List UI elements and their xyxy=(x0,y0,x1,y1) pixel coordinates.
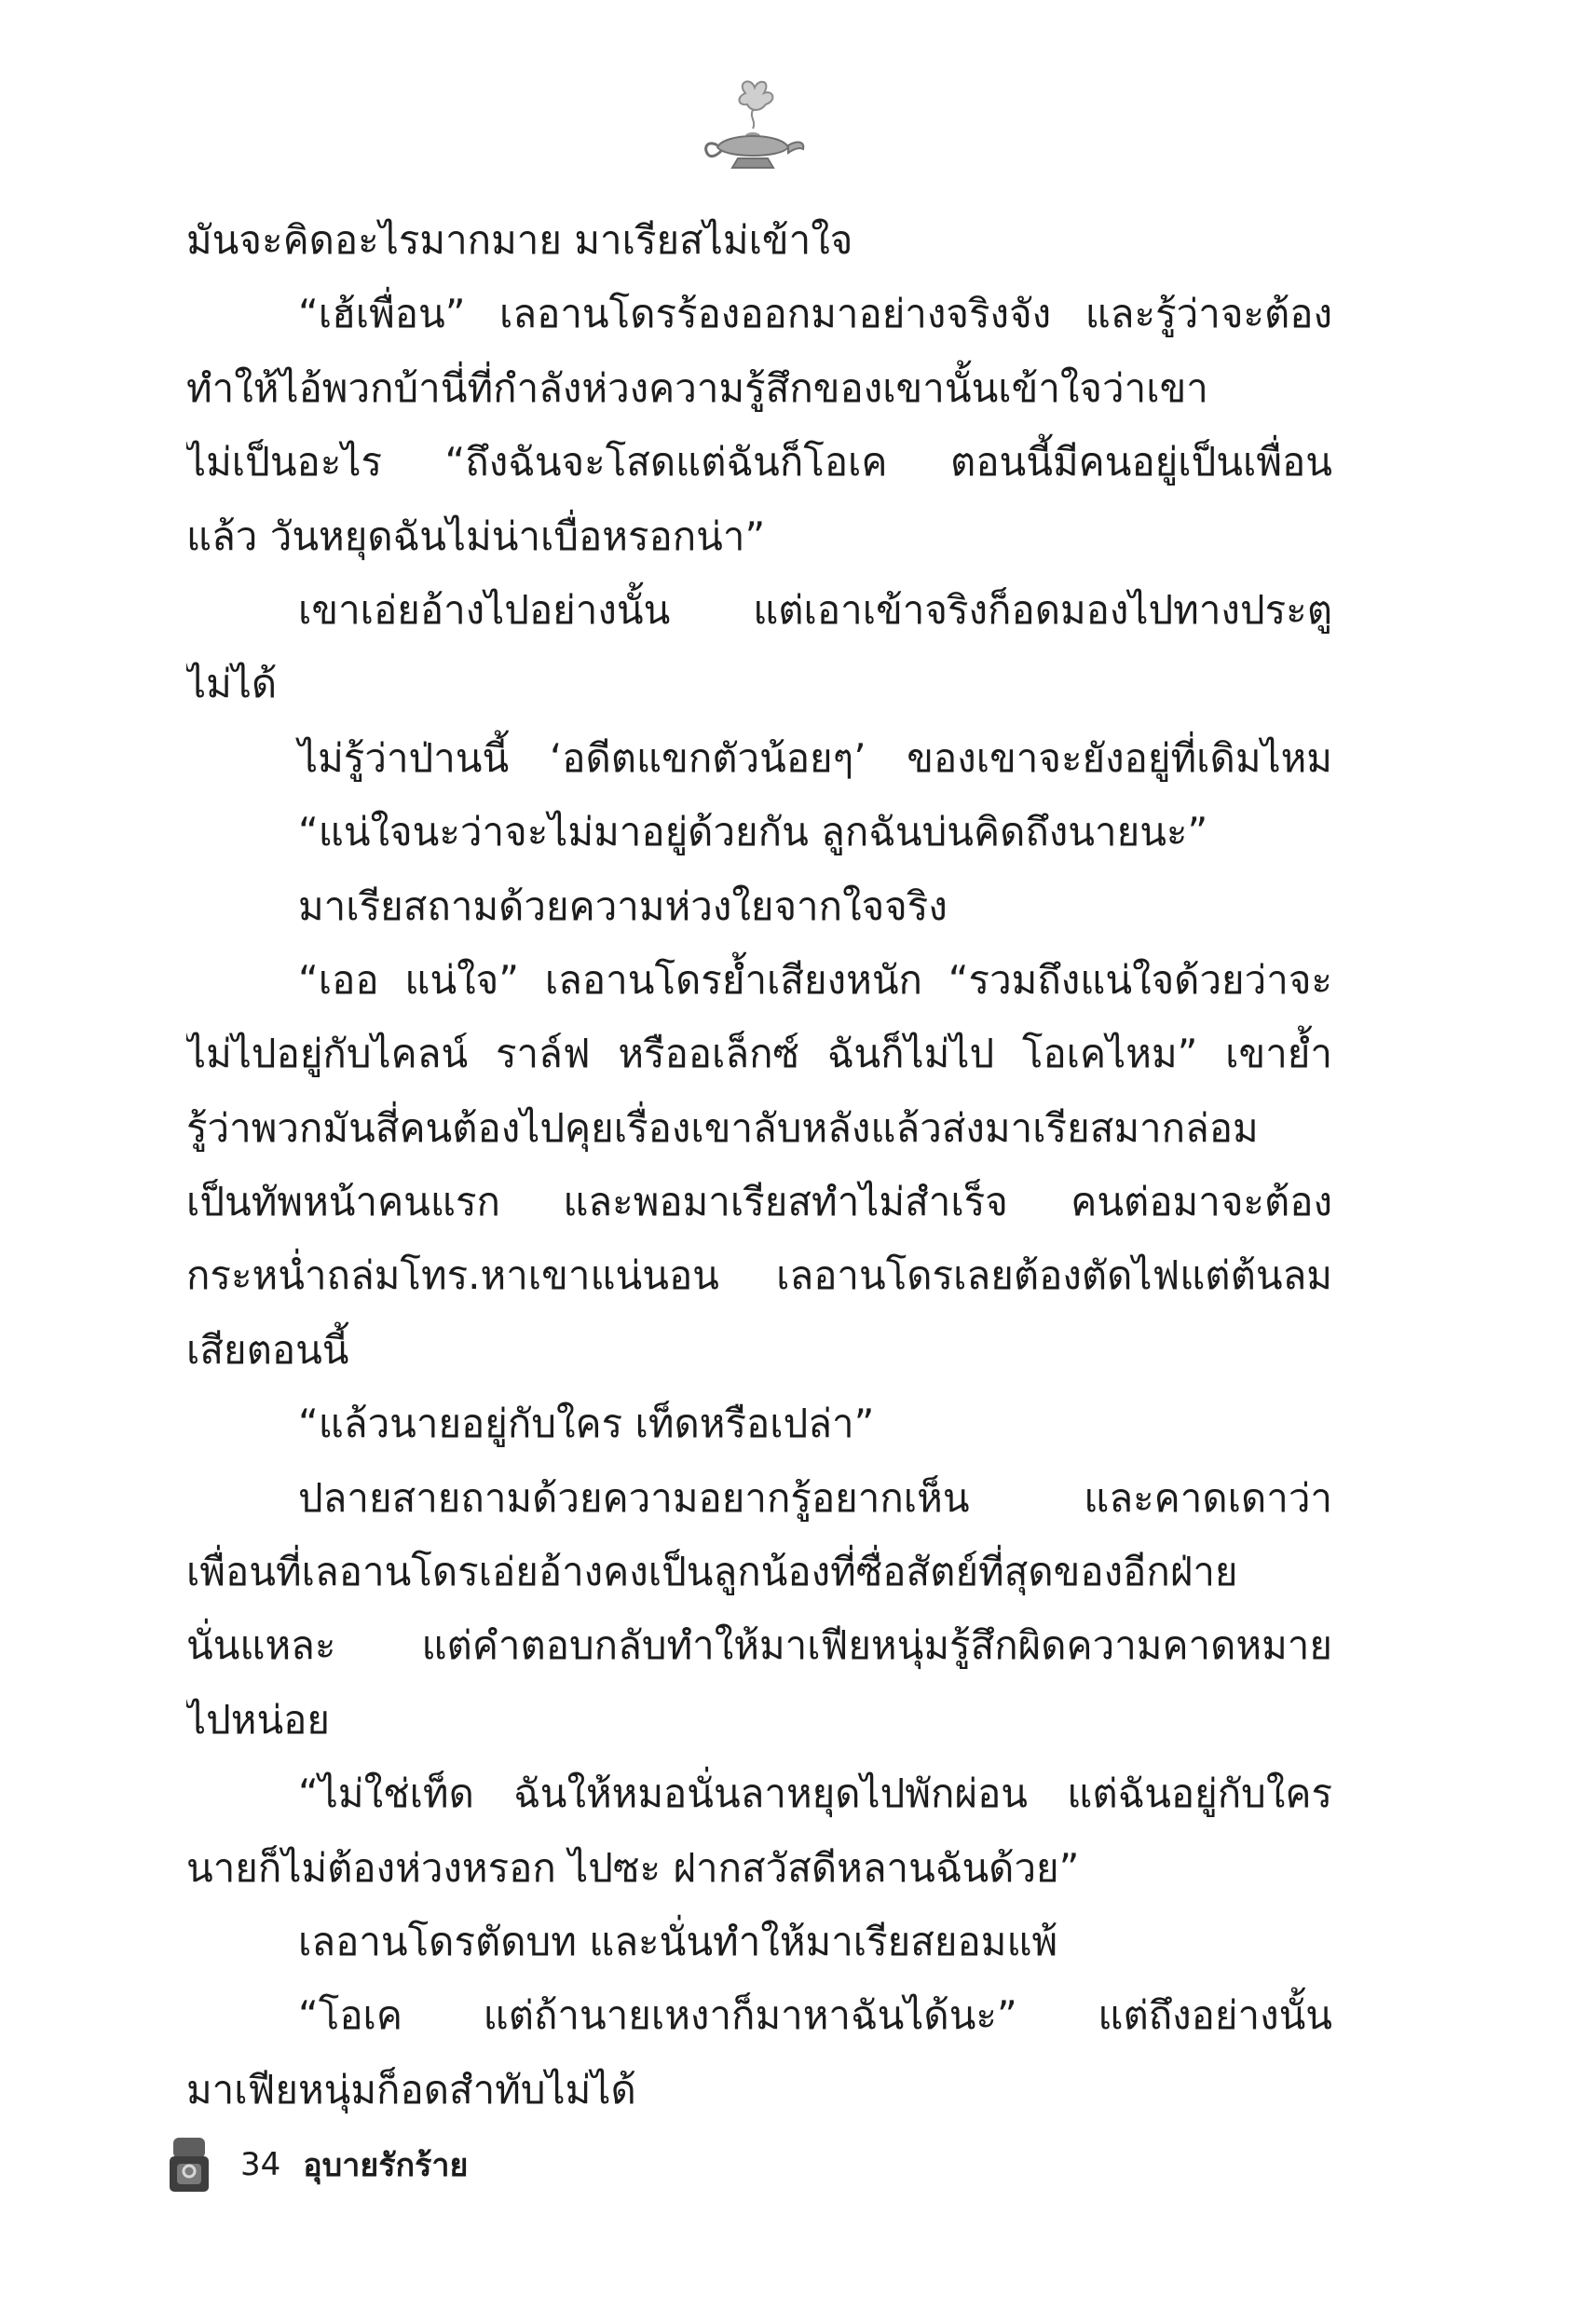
text-line: แล้ว วันหยุดฉันไม่น่าเบื่อหรอกน่า” xyxy=(186,513,766,559)
text-line: นั่นแหละ แต่คำตอบกลับทำให้มาเฟียหนุ่มรู้สึกผิดความคาดหมาย xyxy=(186,1622,1332,1669)
text-line: ไม่ไปอยู่กับไคลน์ ราล์ฟ หรืออเล็กซ์ ฉันก็ไม่ไป โอเคไหม” เขาย้ำ xyxy=(186,1031,1332,1077)
page-footer xyxy=(168,2132,468,2197)
text-line: มาเฟียหนุ่มก็อดสำทับไม่ได้ xyxy=(186,2066,636,2113)
ring-box-icon xyxy=(168,2136,211,2194)
text-line: รู้ว่าพวกมันสี่คนต้องไปคุยเรื่องเขาลับหลังแล้วส่งมาเรียสมากล่อม xyxy=(186,1104,1259,1151)
text-line: มาเรียสถามด้วยความห่วงใยจากใจจริง xyxy=(298,882,948,929)
text-line: เพื่อนที่เลอานโดรเอ่ยอ้างคงเป็นลูกน้องที่ซื่อสัตย์ที่สุดของอีกฝ่าย xyxy=(186,1549,1238,1595)
text-line: เป็นทัพหน้าคนแรก และพอมาเรียสทำไม่สำเร็จ คนต่อมาจะต้อง xyxy=(186,1179,1332,1225)
page-body-text xyxy=(186,203,1332,2126)
text-line: มันจะคิดอะไรมากมาย มาเรียสไม่เข้าใจ xyxy=(186,217,853,263)
text-line: ทำให้ไอ้พวกบ้านี่ที่กำลังห่วงความรู้สึกของเขานั้นเข้าใจว่าเขา xyxy=(186,364,1208,411)
text-line: เลอานโดรตัดบท และนั่นทำให้มาเรียสยอมแพ้ xyxy=(298,1918,1058,1964)
text-line: “โอเค แต่ถ้านายเหงาก็มาหาฉันได้นะ” แต่ถึงอย่างนั้น xyxy=(298,1992,1332,2039)
text-line: เสียตอนนี้ xyxy=(186,1326,349,1373)
text-line: กระหน่ำถล่มโทร.หาเขาแน่นอน เลอานโดรเลยต้องตัดไฟแต่ต้นลม xyxy=(186,1252,1332,1299)
page-number: 34 xyxy=(240,2146,281,2183)
text-line: เขาเอ่ยอ้างไปอย่างนั้น แต่เอาเข้าจริงก็อดมองไปทางประตู xyxy=(298,586,1332,633)
text-line: “แล้วนายอยู่กับใคร เท็ดหรือเปล่า” xyxy=(298,1401,875,1447)
text-line: นายก็ไม่ต้องห่วงหรอก ไปซะ ฝากสวัสดีหลานฉันด้วย” xyxy=(186,1844,1080,1891)
book-title: อุบายรักร้าย xyxy=(303,2147,469,2184)
text-line: ไม่ได้ xyxy=(186,661,278,707)
magic-lamp-ornament-icon xyxy=(697,75,809,177)
text-line: “เออ แน่ใจ” เลอานโดรย้ำเสียงหนัก “รวมถึงแน่ใจด้วยว่าจะ xyxy=(298,956,1332,1003)
text-line: ไม่เป็นอะไร “ถึงฉันจะโสดแต่ฉันก็โอเค ตอนนี้มีคนอยู่เป็นเพื่อน xyxy=(186,439,1332,485)
text-line: “ไม่ใช่เท็ด ฉันให้หมอนั่นลาหยุดไปพักผ่อน แต่ฉันอยู่กับใคร xyxy=(298,1771,1332,1817)
text-line: “แน่ใจนะว่าจะไม่มาอยู่ด้วยกัน ลูกฉันบ่นคิดถึงนายนะ” xyxy=(298,809,1208,855)
text-line: ไม่รู้ว่าป่านนี้ ‘อดีตแขกตัวน้อยๆ’ ของเขาจะยังอยู่ที่เดิมไหม xyxy=(298,734,1332,781)
text-line: “เฮ้เพื่อน” เลอานโดรร้องออกมาอย่างจริงจัง และรู้ว่าจะต้อง xyxy=(298,291,1332,337)
text-line: ไปหน่อย xyxy=(186,1696,331,1743)
text-line: ปลายสายถามด้วยความอยากรู้อยากเห็น และคาดเดาว่า xyxy=(298,1474,1332,1521)
